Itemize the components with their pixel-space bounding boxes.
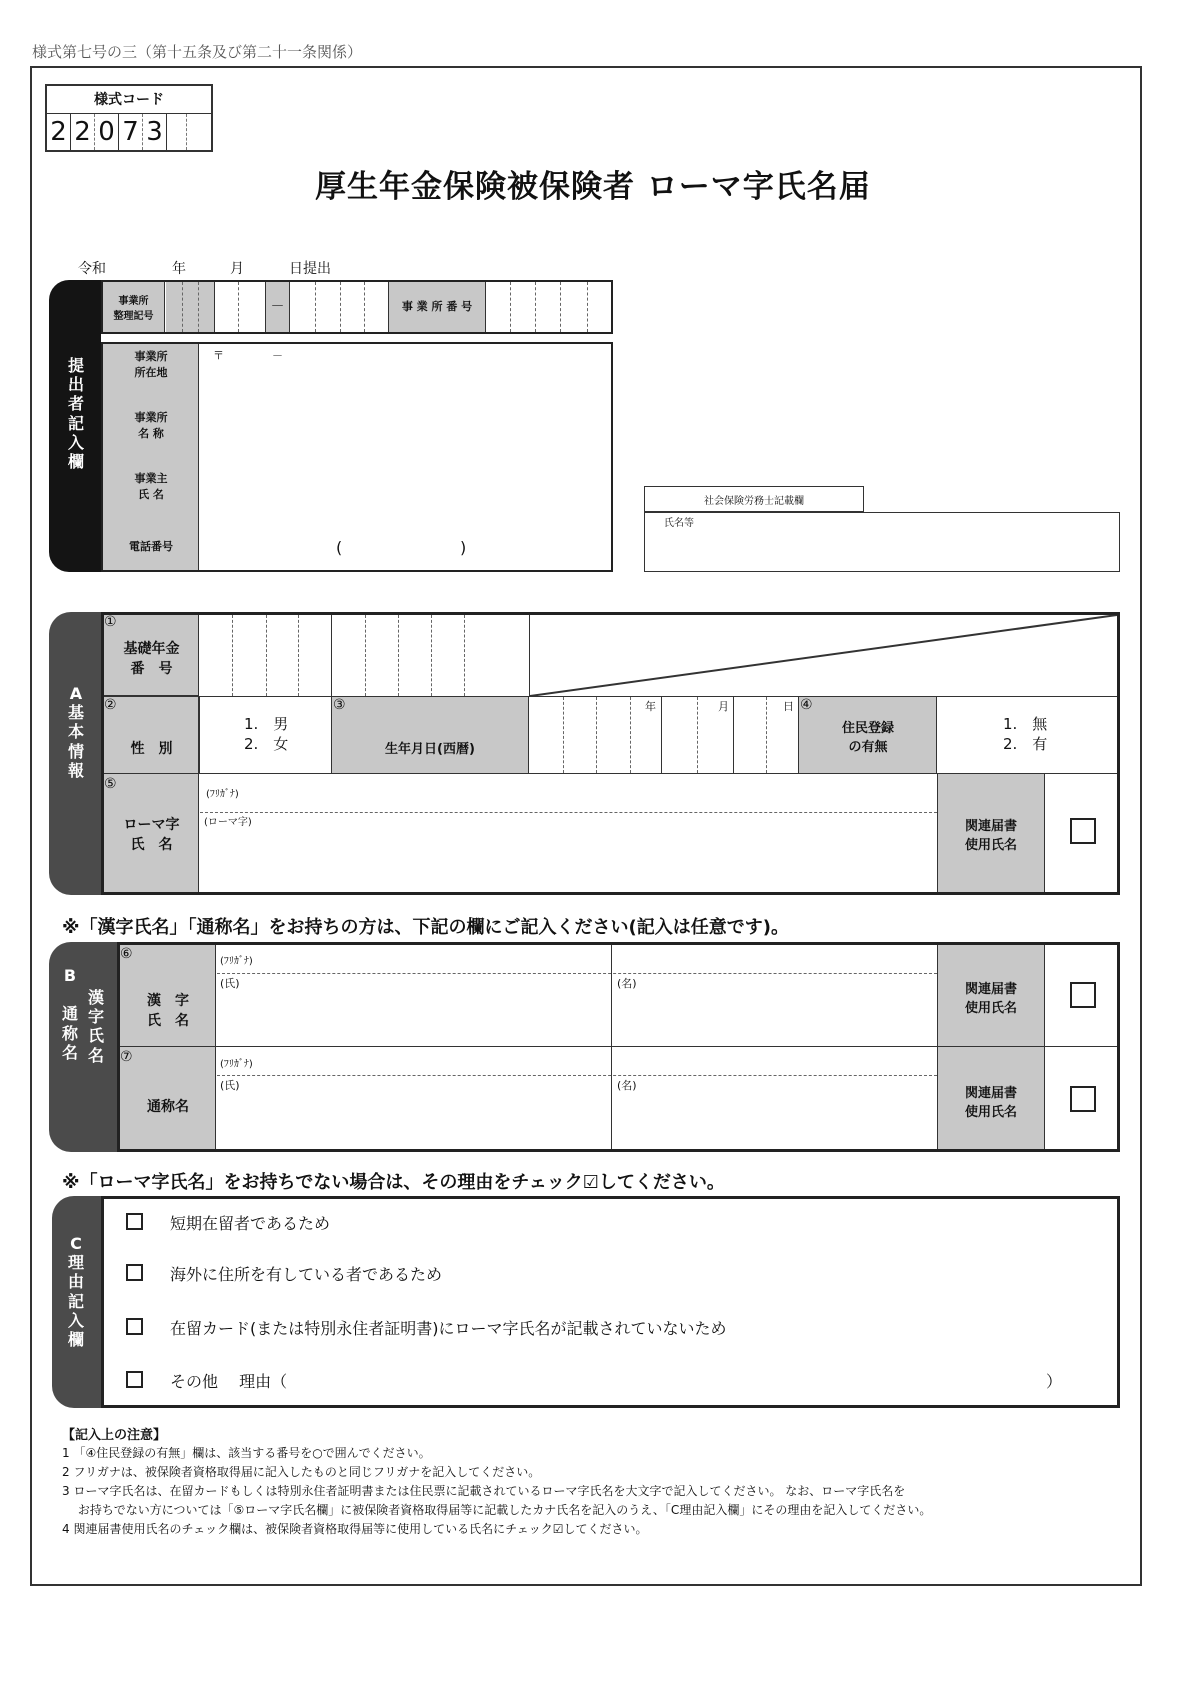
common-related-checkbox[interactable] (1070, 1086, 1096, 1112)
phone-paren-open: ( (336, 538, 343, 557)
notes-heading: 【記入上の注意】 (62, 1428, 167, 1443)
basic-pension-number-input[interactable] (200, 615, 529, 696)
date-month: 月 (230, 261, 244, 277)
common-furigana-input[interactable] (217, 1047, 937, 1075)
field-4-number: ④ (800, 697, 813, 713)
common-name-label: 通称名 (147, 1099, 189, 1115)
divider (238, 282, 239, 332)
section-b-label-2: 漢 字 氏 名 (87, 988, 104, 1065)
field-1-number: ① (104, 614, 117, 630)
office-code-label: 事業所 整理記号 (103, 282, 165, 332)
office-address-label: 事業所 所在地 (134, 350, 168, 379)
owner-name-label: 事業主 氏 名 (134, 472, 168, 501)
date-era: 令和 (78, 261, 106, 277)
romaji-name-label: ローマ字 氏 名 (123, 817, 180, 853)
office-code-dash: － (266, 282, 289, 332)
divider (560, 282, 561, 332)
date-day: 日提出 (289, 261, 331, 277)
sharoushi-name-label: 氏名等 (664, 518, 694, 529)
notice-kanji-name: ※「漢字氏名」「通称名」をお持ちの方は、下記の欄にご記入ください(記入は任意です)。 (62, 917, 789, 938)
reason-short-stay: 短期在留者であるため (170, 1214, 331, 1233)
reason-no-romaji-card-checkbox[interactable] (126, 1318, 143, 1335)
common-furigana-caption: (ﾌﾘｶﾞﾅ) (220, 1059, 253, 1070)
kanji-furigana-caption: (ﾌﾘｶﾞﾅ) (220, 956, 253, 967)
office-address-input[interactable] (201, 344, 611, 402)
field-2-number: ② (104, 697, 117, 713)
divider (364, 282, 365, 332)
form-code-digit: 0 (95, 114, 119, 150)
form-number-note: 様式第七号の三（第十五条及び第二十一条関係） (32, 43, 363, 61)
reason-overseas: 海外に住所を有している者であるため (170, 1265, 443, 1284)
reason-short-stay-checkbox[interactable] (126, 1213, 143, 1230)
form-code-digit: 3 (143, 114, 167, 150)
section-a-label: A 基 本 情 報 (67, 684, 84, 780)
common-given-name-input[interactable] (612, 1076, 937, 1149)
note-item: 2 フリガナは、被保険者資格取得届に記入したものと同じフリガナを記入してください。 (62, 1465, 541, 1479)
divider (587, 282, 588, 332)
reason-other-close: ） (1046, 1372, 1063, 1391)
page-title: 厚生年金保険被保険者 ローマ字氏名届 (315, 169, 871, 205)
common-given-caption: (名) (617, 1079, 637, 1092)
phone-paren-close: ) (460, 538, 467, 557)
romaji-caption: (ローマ字) (204, 817, 252, 828)
gender-label-cell (104, 697, 199, 773)
form-code-blank[interactable] (167, 114, 187, 150)
common-family-name-input[interactable] (217, 1076, 611, 1149)
submitter-section-label: 提 出 者 記 入 欄 (67, 356, 84, 471)
kanji-name-label: 漢 字 氏 名 (147, 993, 189, 1029)
owner-name-input[interactable] (201, 460, 611, 520)
romaji-furigana-input[interactable] (200, 774, 937, 812)
field-5-number: ⑤ (104, 776, 117, 792)
related-name-label: 関連届書 使用氏名 (964, 819, 1017, 853)
form-code-blank[interactable] (187, 114, 207, 150)
resident-label: 住民登録 の有無 (841, 721, 894, 755)
kanji-furigana-input[interactable] (217, 945, 937, 973)
romaji-name-input[interactable] (200, 813, 937, 892)
divider (199, 697, 200, 773)
office-code-shade (166, 282, 214, 332)
phone-input[interactable] (201, 520, 611, 570)
romaji-related-checkbox[interactable] (1070, 818, 1096, 844)
birth-date-label: 生年月日(西暦) (385, 742, 475, 757)
kanji-family-name-input[interactable] (217, 974, 611, 1046)
reason-other-checkbox[interactable] (126, 1371, 143, 1388)
office-number-label: 事 業 所 番 号 (389, 282, 486, 332)
romaji-furigana-caption: (ﾌﾘｶﾞﾅ) (206, 789, 239, 800)
postal-dash: － (272, 349, 283, 362)
reason-overseas-checkbox[interactable] (126, 1264, 143, 1281)
section-c-label: C 理 由 記 入 欄 (67, 1234, 84, 1349)
form-code-digit: 7 (119, 114, 143, 150)
pension-diagonal-line (530, 615, 1117, 696)
divider (182, 282, 183, 332)
divider (340, 282, 341, 332)
section-b-label-1: B 通 称 名 (61, 966, 78, 1062)
birth-year-unit: 年 (645, 700, 656, 713)
form-code-digit: 2 (71, 114, 95, 150)
note-item: 3 ローマ字氏名は、在留カードもしくは特別永住者証明書または住民票に記載されているローマ字氏名を大文字で記入してください。 なお、ローマ字氏名を お持ちでない方については「⑤ローマ字氏名欄」に被保険者資格取得届等に記載したカナ氏名を記入のうえ、「C理由記入欄」にその理由を記入してください。 (62, 1484, 932, 1517)
divider (510, 282, 511, 332)
birth-month-unit: 月 (718, 700, 729, 713)
office-name-input[interactable] (201, 402, 611, 460)
form-code-digit: 2 (47, 114, 71, 150)
basic-pension-label: 基礎年金 番 号 (123, 641, 180, 677)
divider (214, 282, 215, 332)
resident-options[interactable]: 1. 無 2. 有 (1003, 715, 1048, 753)
common-family-caption: (氏) (220, 1079, 240, 1092)
office-name-label: 事業所 名 称 (134, 411, 168, 440)
gender-label: 性 別 (130, 741, 173, 757)
kanji-related-label: 関連届書 使用氏名 (964, 982, 1017, 1016)
common-related-label: 関連届書 使用氏名 (964, 1086, 1017, 1120)
reason-other-input[interactable] (300, 1366, 1040, 1392)
kanji-related-checkbox[interactable] (1070, 982, 1096, 1008)
phone-label: 電話番号 (129, 540, 173, 553)
birth-day-unit: 日 (783, 700, 794, 713)
divider (289, 282, 290, 332)
reason-other: その他 理由（ (170, 1372, 288, 1391)
kanji-given-name-input[interactable] (612, 974, 937, 1046)
field-6-number: ⑥ (120, 946, 133, 962)
note-item: 4 関連届書使用氏名のチェック欄は、被保険者資格取得届等に使用している氏名にチェック☑してください。 (62, 1522, 648, 1536)
postal-mark: 〒 (213, 349, 224, 362)
notice-no-romaji: ※「ローマ字氏名」をお持ちでない場合は、その理由をチェック☑してください。 (62, 1172, 725, 1193)
reason-no-romaji-card: 在留カード(または特別永住者証明書)にローマ字氏名が記載されていないため (170, 1319, 727, 1338)
form-code-label: 様式コード (47, 86, 211, 114)
birth-date-input[interactable] (530, 697, 798, 773)
date-year: 年 (172, 261, 186, 277)
divider (315, 282, 316, 332)
field-7-number: ⑦ (120, 1049, 133, 1065)
birth-date-label-cell (331, 697, 529, 773)
sharoushi-title: 社会保険労務士記載欄 (704, 496, 804, 507)
kanji-family-caption: (氏) (220, 977, 240, 990)
kanji-given-caption: (名) (617, 977, 637, 990)
gender-options[interactable]: 1. 男 2. 女 (244, 715, 289, 753)
note-item: 1 「④住民登録の有無」欄は、該当する番号を○で囲んでください。 (62, 1446, 431, 1460)
field-3-number: ③ (333, 697, 346, 713)
divider (535, 282, 536, 332)
form-code-box (45, 84, 213, 152)
divider (198, 282, 199, 332)
sharoushi-name-box[interactable] (644, 512, 1120, 572)
